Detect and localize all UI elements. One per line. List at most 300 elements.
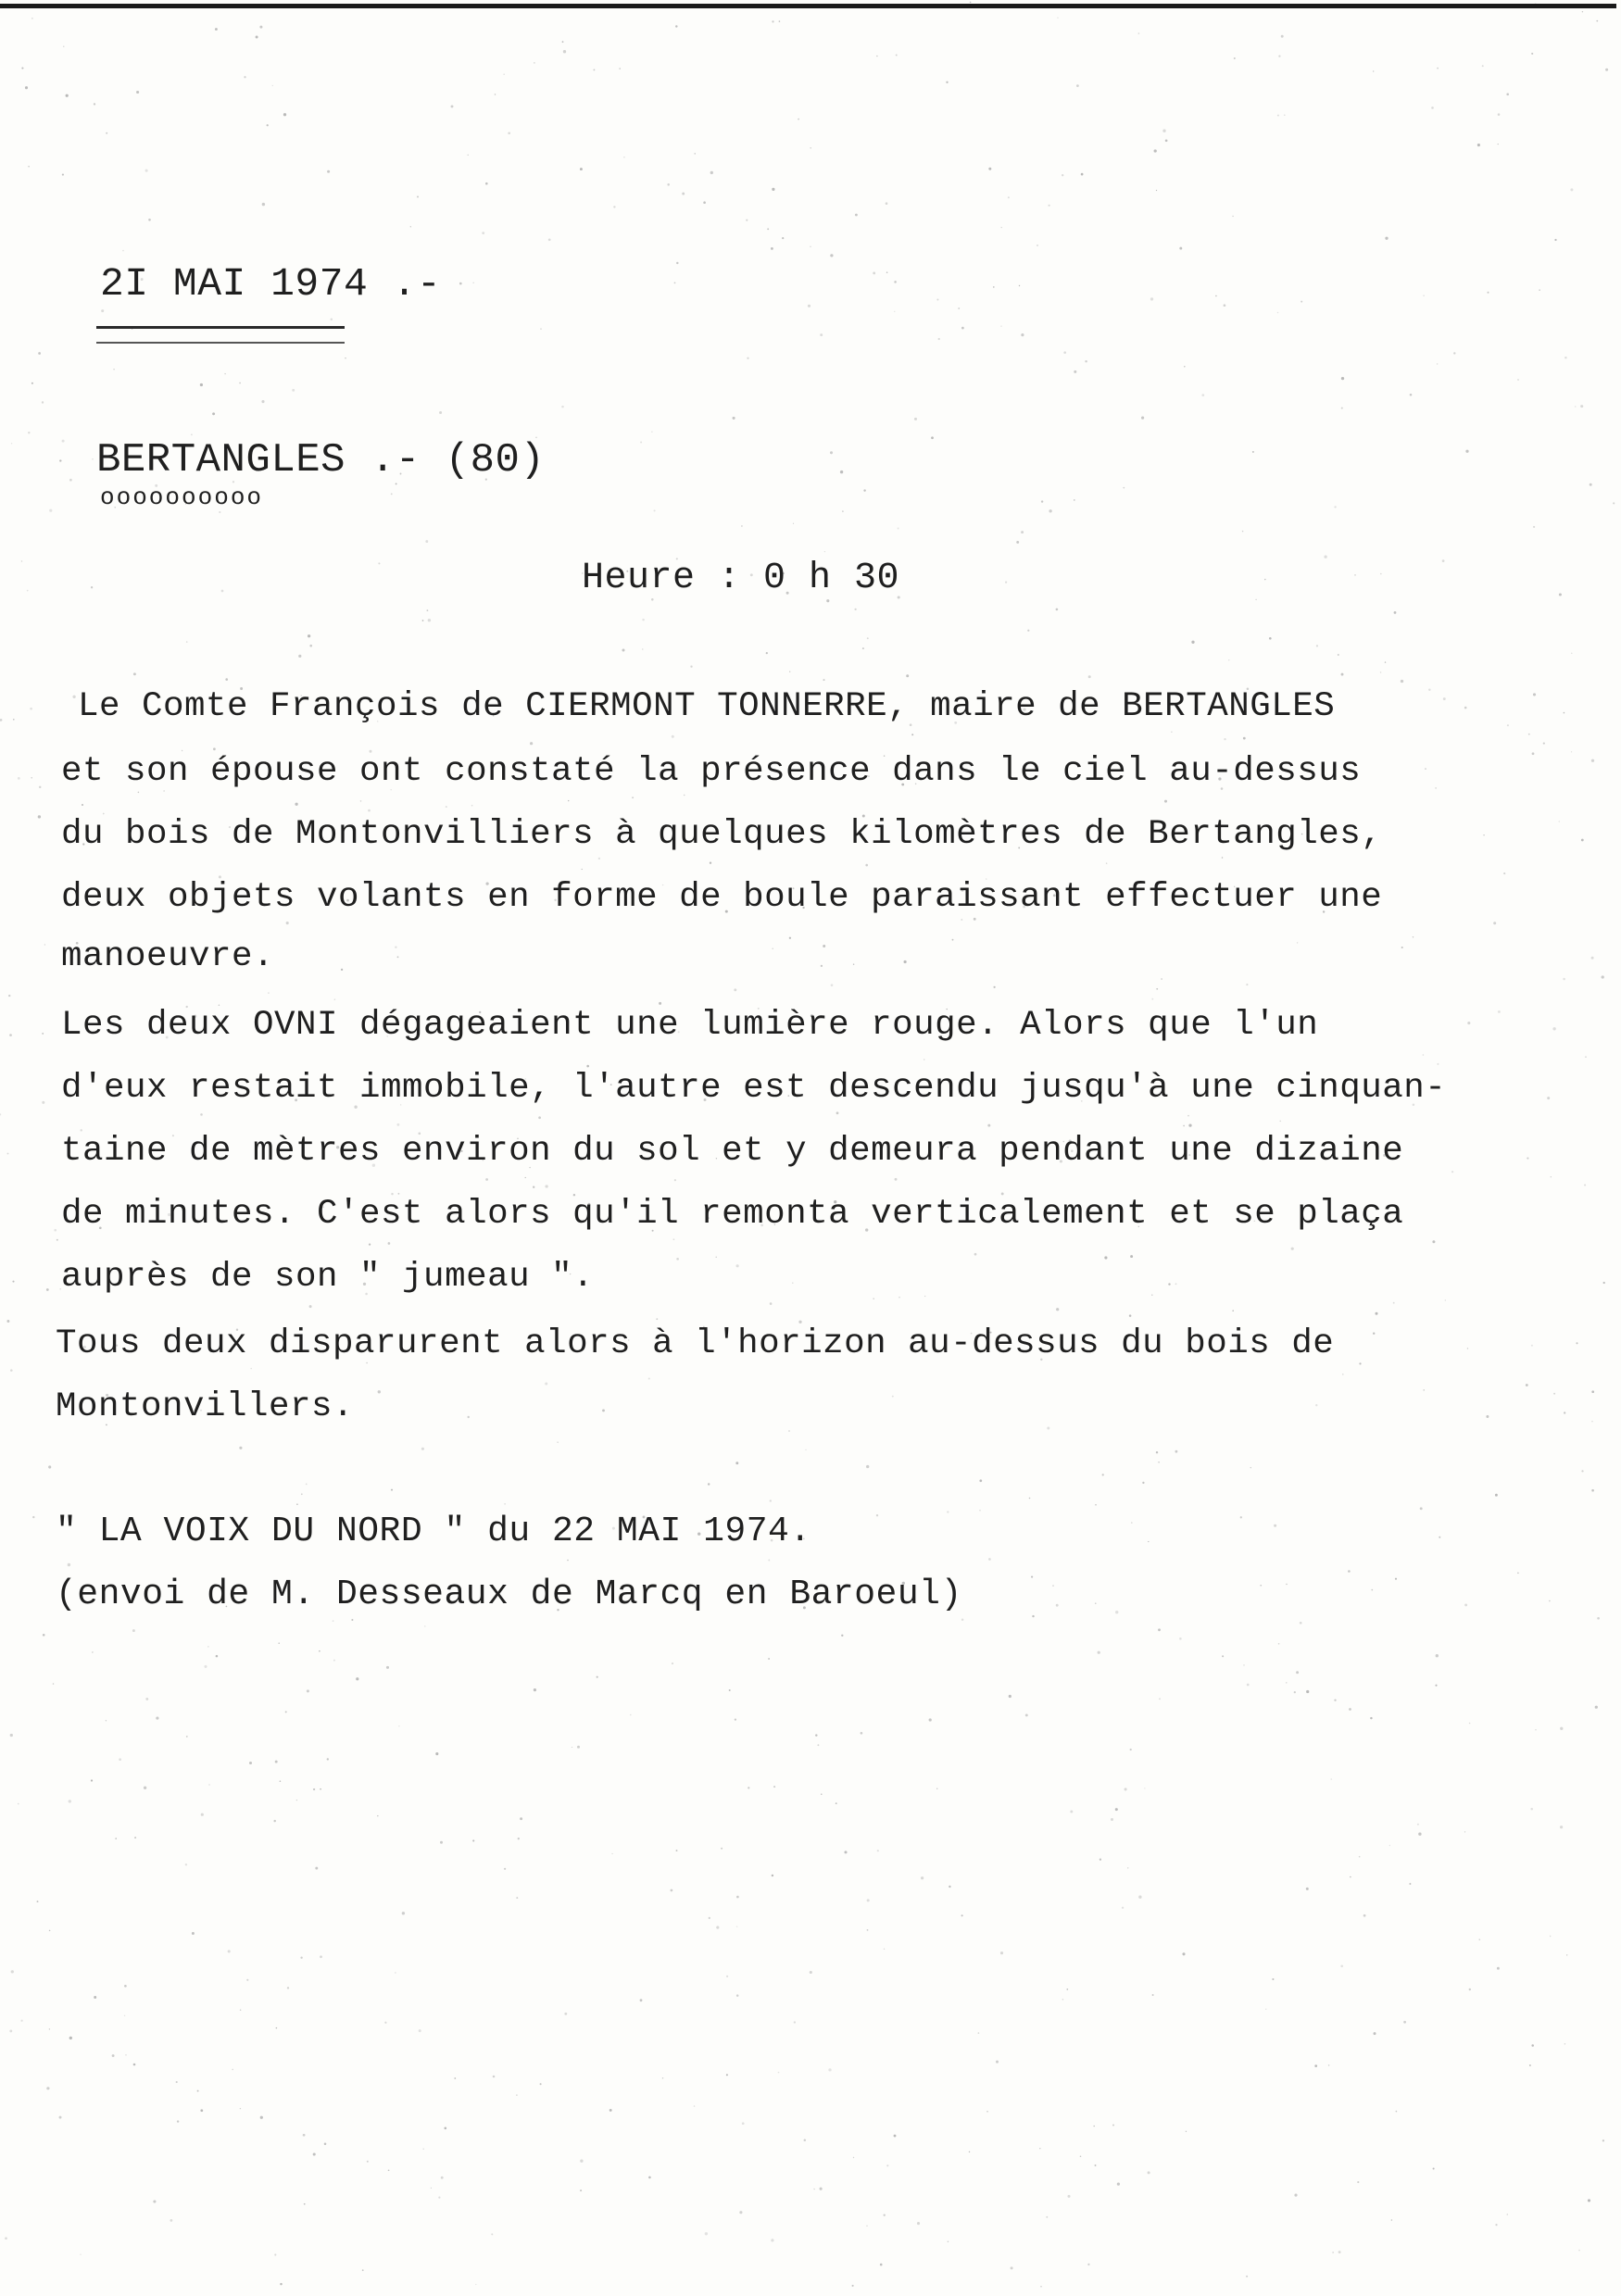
- scan-speck: [356, 1677, 358, 1680]
- scan-speck: [1057, 17, 1058, 18]
- scan-speck: [1232, 216, 1234, 218]
- scan-speck: [345, 358, 346, 359]
- scan-speck: [974, 918, 976, 921]
- scan-speck: [672, 1662, 673, 1664]
- scan-speck: [1188, 1123, 1191, 1126]
- scan-speck: [246, 1979, 248, 1981]
- scan-speck: [1588, 2199, 1590, 2202]
- scan-speck: [1597, 1617, 1600, 1620]
- scan-speck: [1529, 2064, 1531, 2066]
- scan-speck: [228, 1950, 231, 1952]
- scan-speck: [31, 777, 32, 779]
- scan-speck: [840, 470, 843, 473]
- scan-speck: [862, 647, 864, 649]
- scan-speck: [1138, 1896, 1141, 1899]
- scan-speck: [38, 352, 41, 355]
- scan-speck: [1396, 2111, 1398, 2113]
- scan-speck: [1425, 768, 1426, 769]
- paragraph-line: Le Comte François de CIERMONT TONNERRE, maire de BERTANGLES: [78, 687, 1336, 726]
- scan-speck: [440, 1841, 443, 1844]
- scan-speck: [1341, 377, 1344, 380]
- scan-speck: [485, 1178, 488, 1181]
- scan-speck: [445, 2127, 447, 2130]
- scan-speck: [122, 250, 124, 252]
- scan-speck: [1232, 1310, 1234, 1311]
- scan-speck: [425, 540, 428, 543]
- scan-speck: [516, 1897, 518, 1899]
- scan-speck: [303, 2134, 306, 2137]
- scan-speck: [1580, 405, 1583, 408]
- scan-speck: [721, 1848, 723, 1850]
- scan-speck: [1184, 366, 1186, 368]
- scan-speck: [504, 1868, 506, 1870]
- scan-speck: [836, 1802, 837, 1804]
- scan-speck: [1373, 1333, 1375, 1335]
- scan-speck: [1150, 297, 1153, 300]
- scan-speck: [947, 1511, 949, 1512]
- scan-speck: [1533, 693, 1536, 696]
- scan-speck: [454, 2077, 456, 2079]
- scan-speck: [0, 719, 2, 721]
- scan-speck: [1359, 1856, 1361, 1858]
- scan-speck: [1431, 107, 1434, 109]
- scan-speck: [1300, 1622, 1302, 1625]
- scan-speck: [873, 1298, 874, 1299]
- scan-speck: [1171, 732, 1172, 733]
- scan-speck: [503, 73, 505, 75]
- scan-speck: [292, 389, 295, 392]
- scan-speck: [1272, 1978, 1274, 1980]
- scan-speck: [1066, 1989, 1068, 1990]
- scan-speck: [388, 2169, 390, 2171]
- scan-speck: [1122, 1907, 1124, 1909]
- scan-speck: [1354, 574, 1356, 576]
- scan-speck: [304, 2203, 306, 2205]
- scan-speck: [710, 862, 711, 864]
- scan-speck: [1581, 1470, 1583, 1472]
- scan-speck: [239, 383, 241, 384]
- scan-speck: [586, 1065, 589, 1068]
- scan-speck: [422, 620, 424, 621]
- scan-speck: [367, 2161, 369, 2163]
- scan-speck: [1222, 1655, 1224, 1657]
- scan-speck: [1495, 1494, 1498, 1497]
- scan-speck: [729, 1689, 731, 1691]
- scan-speck: [622, 648, 624, 651]
- scan-speck: [5, 2237, 7, 2240]
- scan-speck: [866, 1465, 869, 1468]
- scan-speck: [1016, 541, 1019, 544]
- scan-speck: [674, 282, 676, 284]
- scan-speck: [1316, 645, 1318, 646]
- scan-speck: [1570, 188, 1573, 191]
- scan-speck: [468, 155, 469, 156]
- scan-speck: [562, 41, 564, 43]
- scan-speck: [742, 2122, 745, 2125]
- scan-speck: [7, 1153, 9, 1155]
- scan-speck: [285, 1711, 287, 1713]
- scan-speck: [561, 406, 564, 408]
- scan-speck: [1563, 978, 1565, 981]
- scan-speck: [1564, 1411, 1565, 1413]
- scan-speck: [1234, 57, 1236, 59]
- scan-speck: [1581, 839, 1584, 842]
- scan-speck: [1048, 205, 1049, 207]
- scan-speck: [861, 1732, 863, 1735]
- scan-speck: [472, 1839, 474, 1841]
- scan-speck: [1595, 1706, 1598, 1709]
- scan-speck: [21, 68, 23, 69]
- scan-speck: [1417, 1824, 1419, 1826]
- scan-speck: [351, 1619, 353, 1621]
- scan-speck: [1591, 1390, 1594, 1393]
- scan-speck: [792, 1282, 793, 1283]
- scan-speck: [298, 655, 301, 658]
- scan-speck: [1341, 673, 1344, 676]
- scan-speck: [1243, 737, 1246, 740]
- scan-speck: [27, 590, 29, 592]
- scan-speck: [125, 2054, 127, 2056]
- scan-speck: [94, 1996, 96, 1999]
- scan-speck: [1393, 1302, 1395, 1304]
- scan-speck: [1158, 1462, 1160, 1463]
- scan-speck: [735, 1462, 738, 1464]
- scan-speck: [395, 1972, 396, 1973]
- scan-speck: [709, 1917, 710, 1919]
- scan-speck: [577, 1746, 580, 1749]
- scan-speck: [1277, 312, 1279, 314]
- scan-speck: [225, 678, 228, 681]
- scan-speck: [1341, 408, 1343, 409]
- scan-speck: [619, 68, 621, 69]
- scan-speck: [894, 311, 895, 312]
- scan-speck: [1395, 1578, 1397, 1580]
- scan-speck: [472, 282, 473, 283]
- scan-speck: [914, 418, 917, 420]
- scan-speck: [1584, 1185, 1586, 1186]
- scan-speck: [598, 858, 600, 859]
- scan-speck: [804, 2139, 807, 2142]
- scan-speck: [1401, 680, 1403, 683]
- scan-speck: [91, 586, 93, 588]
- scan-speck: [772, 188, 774, 191]
- scan-speck: [369, 1243, 371, 1245]
- scan-speck: [1041, 500, 1043, 502]
- scan-speck: [1277, 115, 1279, 117]
- scan-speck: [1560, 1826, 1563, 1828]
- scan-speck: [1539, 289, 1540, 291]
- scan-speck: [197, 2090, 199, 2092]
- scan-speck: [810, 147, 811, 149]
- scan-speck: [684, 795, 685, 796]
- scan-speck: [659, 1002, 661, 1005]
- scan-speck: [979, 1510, 980, 1511]
- scan-speck: [276, 2027, 278, 2029]
- scan-speck: [1130, 1749, 1132, 1750]
- scan-speck: [1334, 1700, 1336, 1701]
- scan-speck: [1467, 1348, 1468, 1349]
- scan-speck: [1547, 1097, 1550, 1099]
- report-hour: Heure : 0 h 30: [582, 558, 900, 599]
- scan-speck: [567, 1560, 569, 1562]
- scan-speck: [1228, 659, 1229, 660]
- scan-speck: [42, 401, 44, 403]
- scan-speck: [662, 2077, 664, 2079]
- scan-speck: [42, 1101, 44, 1104]
- scan-speck: [906, 674, 909, 677]
- scan-speck: [1087, 2264, 1089, 2265]
- scan-speck: [1498, 1010, 1501, 1013]
- scan-speck: [736, 1896, 739, 1899]
- scan-speck: [640, 441, 642, 443]
- scan-speck: [773, 1786, 775, 1788]
- scan-speck: [826, 599, 829, 602]
- scan-speck: [952, 939, 954, 941]
- scan-speck: [1464, 707, 1467, 709]
- scan-speck: [1436, 1654, 1439, 1657]
- scan-speck: [1549, 1600, 1551, 1602]
- scan-speck: [1553, 1393, 1555, 1395]
- scan-speck: [1074, 370, 1076, 373]
- scan-speck: [145, 1698, 148, 1700]
- scan-speck: [877, 1850, 879, 1851]
- scan-speck: [694, 2105, 696, 2107]
- scan-speck: [134, 1837, 136, 1838]
- scan-speck: [1582, 11, 1583, 12]
- scan-speck: [1564, 2043, 1566, 2045]
- scan-speck: [1443, 697, 1446, 700]
- scan-speck: [441, 2177, 444, 2179]
- scan-speck: [597, 1676, 598, 1678]
- scan-speck: [25, 86, 28, 89]
- scan-speck: [1021, 531, 1024, 533]
- scan-speck: [1531, 53, 1533, 55]
- scan-speck: [1385, 661, 1386, 662]
- scan-speck: [133, 2064, 136, 2066]
- scan-speck: [300, 1957, 302, 1959]
- scan-speck: [1371, 1589, 1373, 1591]
- scan-speck: [1152, 1994, 1154, 1996]
- scan-speck: [186, 1736, 188, 1738]
- scan-speck: [1000, 1951, 1003, 1954]
- scan-speck: [1115, 1808, 1118, 1811]
- scan-speck: [580, 2189, 582, 2191]
- scan-speck: [1294, 2194, 1297, 2197]
- scan-speck: [961, 919, 962, 921]
- scan-speck: [1039, 2148, 1040, 2149]
- scan-speck: [1156, 190, 1157, 191]
- scan-speck: [1062, 174, 1063, 176]
- scan-speck: [1564, 712, 1565, 714]
- scan-speck: [1085, 360, 1087, 362]
- scan-speck: [1559, 821, 1560, 822]
- scan-speck: [391, 1489, 393, 1491]
- scan-speck: [1551, 1176, 1552, 1177]
- scan-speck: [854, 609, 856, 610]
- scan-speck: [66, 94, 69, 97]
- scan-speck: [1550, 1936, 1551, 1937]
- scan-speck: [1306, 1690, 1309, 1693]
- scan-speck: [1535, 1729, 1536, 1730]
- scan-speck: [1284, 115, 1285, 116]
- scan-speck: [1380, 573, 1382, 575]
- scan-speck: [200, 2109, 203, 2112]
- scan-speck: [9, 1034, 12, 1036]
- scan-speck: [855, 214, 858, 217]
- scan-speck: [1566, 1954, 1567, 1955]
- scan-speck: [244, 76, 245, 78]
- scan-speck: [13, 719, 15, 721]
- scan-speck: [1469, 1989, 1471, 1990]
- scan-speck: [1306, 1888, 1309, 1890]
- scan-speck: [232, 2069, 233, 2071]
- scan-speck: [397, 956, 399, 958]
- scan-speck: [853, 2157, 854, 2158]
- scan-speck: [656, 1318, 658, 1320]
- scan-speck: [993, 986, 995, 988]
- scan-speck: [186, 641, 188, 643]
- scan-speck: [820, 2188, 823, 2190]
- scan-speck: [1250, 1467, 1251, 1468]
- scan-speck: [978, 2032, 980, 2034]
- scan-speck: [1543, 743, 1545, 745]
- scan-speck: [1413, 936, 1414, 937]
- scan-speck: [1437, 363, 1438, 364]
- scan-speck: [1123, 487, 1125, 489]
- scan-speck: [333, 1660, 335, 1662]
- scan-speck: [831, 984, 834, 986]
- scan-speck: [1224, 304, 1226, 307]
- scan-speck: [1252, 451, 1254, 453]
- scan-speck: [1527, 1158, 1528, 1160]
- scan-speck: [1286, 1682, 1287, 1683]
- scan-speck: [1068, 2195, 1071, 2198]
- scan-speck: [789, 937, 791, 939]
- scan-speck: [1179, 1637, 1182, 1640]
- scan-speck: [1183, 1125, 1185, 1127]
- scan-speck: [986, 2111, 988, 2113]
- scan-speck: [48, 1465, 51, 1468]
- location-heading: BERTANGLES .- (80): [96, 437, 546, 483]
- scan-speck: [623, 157, 625, 158]
- scan-speck: [1255, 599, 1256, 600]
- scan-speck: [1000, 325, 1001, 326]
- scan-speck: [1154, 149, 1157, 152]
- scan-speck: [124, 2015, 125, 2016]
- scan-speck: [1032, 1615, 1034, 1617]
- scan-speck: [1063, 351, 1066, 354]
- scan-speck: [530, 742, 533, 745]
- scan-speck: [789, 671, 790, 672]
- scan-speck: [1296, 1671, 1299, 1674]
- scan-speck: [770, 1302, 773, 1305]
- scan-speck: [1049, 509, 1051, 512]
- scan-speck: [1056, 1604, 1059, 1607]
- scan-speck: [1596, 20, 1598, 22]
- scan-speck: [268, 992, 270, 994]
- scan-speck: [779, 20, 781, 22]
- scan-speck: [1576, 1342, 1577, 1344]
- scan-speck: [1019, 285, 1020, 286]
- scan-speck: [824, 551, 825, 552]
- scan-speck: [1507, 724, 1509, 726]
- scan-speck: [1224, 738, 1225, 740]
- scan-speck: [136, 91, 139, 94]
- scan-speck: [6, 1320, 9, 1323]
- scan-speck: [1278, 55, 1280, 56]
- scan-speck: [313, 1788, 315, 1790]
- scan-speck: [948, 2241, 949, 2243]
- scan-speck: [867, 1899, 870, 1901]
- scan-speck: [1328, 2064, 1330, 2066]
- scan-speck: [422, 2148, 424, 2150]
- scan-speck: [735, 1718, 736, 1720]
- scan-speck: [884, 2214, 886, 2216]
- scan-speck: [747, 358, 748, 359]
- scan-speck: [10, 1734, 13, 1737]
- date-underline: [96, 326, 345, 344]
- scan-speck: [938, 338, 940, 340]
- scan-speck: [200, 383, 203, 386]
- scan-speck: [817, 1744, 819, 1746]
- scan-speck: [320, 1955, 322, 1958]
- scan-speck: [250, 1368, 251, 1369]
- paragraph-line: de minutes. C'est alors qu'il remonta verticalement et se plaça: [61, 1195, 1404, 1234]
- scan-speck: [798, 119, 799, 120]
- paragraph-line: auprès de son " jumeau ".: [61, 1258, 595, 1297]
- scan-speck: [1442, 559, 1445, 562]
- paragraph-line: d'eux restait immobile, l'autre est descendu jusqu'à une cinquan-: [61, 1069, 1447, 1108]
- scan-speck: [1175, 1283, 1177, 1285]
- scan-speck: [1435, 787, 1437, 789]
- scan-speck: [563, 50, 566, 53]
- scan-speck: [1297, 942, 1298, 943]
- scan-speck: [1437, 1063, 1439, 1065]
- scan-speck: [842, 510, 843, 511]
- scan-speck: [1191, 641, 1194, 644]
- scan-speck: [808, 305, 810, 307]
- scan-speck: [1112, 2125, 1114, 2127]
- scan-speck: [31, 18, 32, 19]
- scan-speck: [18, 1803, 19, 1805]
- scan-speck: [534, 1688, 536, 1691]
- scan-speck: [1095, 2164, 1097, 2166]
- scan-speck: [895, 1178, 898, 1181]
- scan-speck: [782, 237, 784, 239]
- scan-speck: [124, 1985, 127, 1988]
- top-edge-rule: [0, 4, 1616, 8]
- scan-speck: [1331, 1778, 1332, 1779]
- scan-speck: [191, 433, 193, 435]
- scan-speck: [438, 2197, 440, 2199]
- scan-speck: [1483, 834, 1485, 836]
- scan-speck: [580, 2160, 583, 2163]
- scan-speck: [736, 1264, 739, 1267]
- scan-speck: [844, 1851, 847, 1853]
- scan-speck: [260, 2116, 263, 2119]
- scan-speck: [1301, 301, 1302, 303]
- scan-speck: [1477, 144, 1480, 146]
- scan-speck: [1315, 1404, 1317, 1406]
- scan-speck: [525, 1177, 526, 1178]
- scan-speck: [8, 995, 10, 997]
- scan-speck: [1560, 1727, 1563, 1730]
- scan-speck: [865, 864, 868, 867]
- scan-speck: [1469, 1723, 1471, 1725]
- scan-speck: [1151, 998, 1153, 1000]
- scan-speck: [1451, 1171, 1453, 1173]
- scan-speck: [1158, 1628, 1161, 1631]
